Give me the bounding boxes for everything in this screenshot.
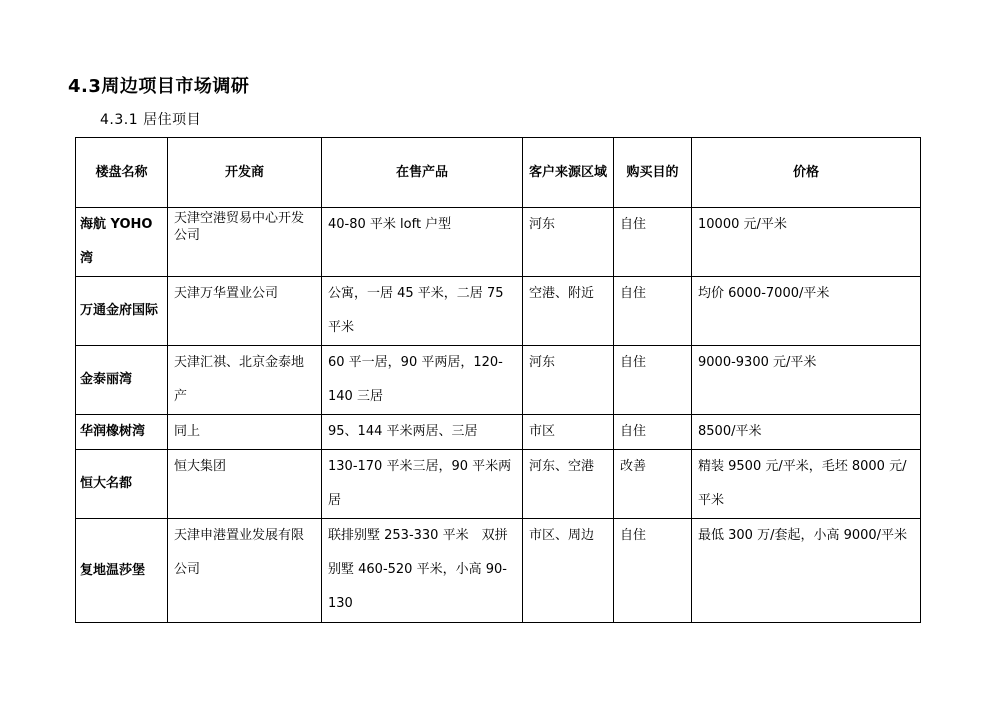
section-title: 4.3周边项目市场调研	[68, 76, 250, 97]
table-header-row	[76, 138, 921, 208]
developer: 恒大集团	[168, 450, 322, 519]
products: 公寓，一居 45 平米，二居 75 平米	[322, 277, 523, 346]
header-purpose: 购买目的	[614, 138, 692, 208]
header-price: 价格	[692, 138, 921, 208]
table-row	[76, 450, 921, 519]
price: 10000 元/平米	[692, 208, 921, 277]
price: 最低 300 万/套起，小高 9000/平米	[692, 519, 921, 623]
header-products: 在售产品	[322, 138, 523, 208]
developer: 天津空港贸易中心开发公司	[168, 208, 322, 277]
header-customer-source: 客户来源区域	[523, 138, 614, 208]
purpose: 改善	[614, 450, 692, 519]
project-name: 万通金府国际	[76, 277, 168, 346]
products: 130-170 平米三居，90 平米两居	[322, 450, 523, 519]
table-row	[76, 277, 921, 346]
products: 95、144 平米两居、三居	[322, 415, 523, 450]
developer: 天津汇祺、北京金泰地产	[168, 346, 322, 415]
project-name: 复地温莎堡	[76, 519, 168, 623]
price: 均价 6000-7000/平米	[692, 277, 921, 346]
header-developer: 开发商	[168, 138, 322, 208]
developer: 天津申港置业发展有限公司	[168, 519, 322, 623]
market-survey-table	[75, 137, 921, 623]
developer: 天津万华置业公司	[168, 277, 322, 346]
table-row	[76, 346, 921, 415]
price: 精装 9500 元/平米，毛坯 8000 元/平米	[692, 450, 921, 519]
table-row	[76, 415, 921, 450]
subsection-title: 4.3.1 居住项目	[100, 112, 202, 128]
customer-source: 河东	[523, 346, 614, 415]
project-name: 恒大名都	[76, 450, 168, 519]
table-row	[76, 208, 921, 277]
customer-source: 市区、周边	[523, 519, 614, 623]
price: 9000-9300 元/平米	[692, 346, 921, 415]
purpose: 自住	[614, 208, 692, 277]
customer-source: 空港、附近	[523, 277, 614, 346]
products: 40-80 平米 loft 户型	[322, 208, 523, 277]
project-name: 华润橡树湾	[76, 415, 168, 450]
header-project-name: 楼盘名称	[76, 138, 168, 208]
price: 8500/平米	[692, 415, 921, 450]
purpose: 自住	[614, 346, 692, 415]
customer-source: 河东、空港	[523, 450, 614, 519]
products: 60 平一居，90 平两居，120-140 三居	[322, 346, 523, 415]
table-row	[76, 519, 921, 623]
customer-source: 河东	[523, 208, 614, 277]
developer: 同上	[168, 415, 322, 450]
purpose: 自住	[614, 415, 692, 450]
purpose: 自住	[614, 277, 692, 346]
products: 联排别墅 253-330 平米 双拼别墅 460-520 平米，小高 90-130	[322, 519, 523, 623]
project-name: 海航 YOHO湾	[76, 208, 168, 277]
purpose: 自住	[614, 519, 692, 623]
project-name: 金泰丽湾	[76, 346, 168, 415]
customer-source: 市区	[523, 415, 614, 450]
